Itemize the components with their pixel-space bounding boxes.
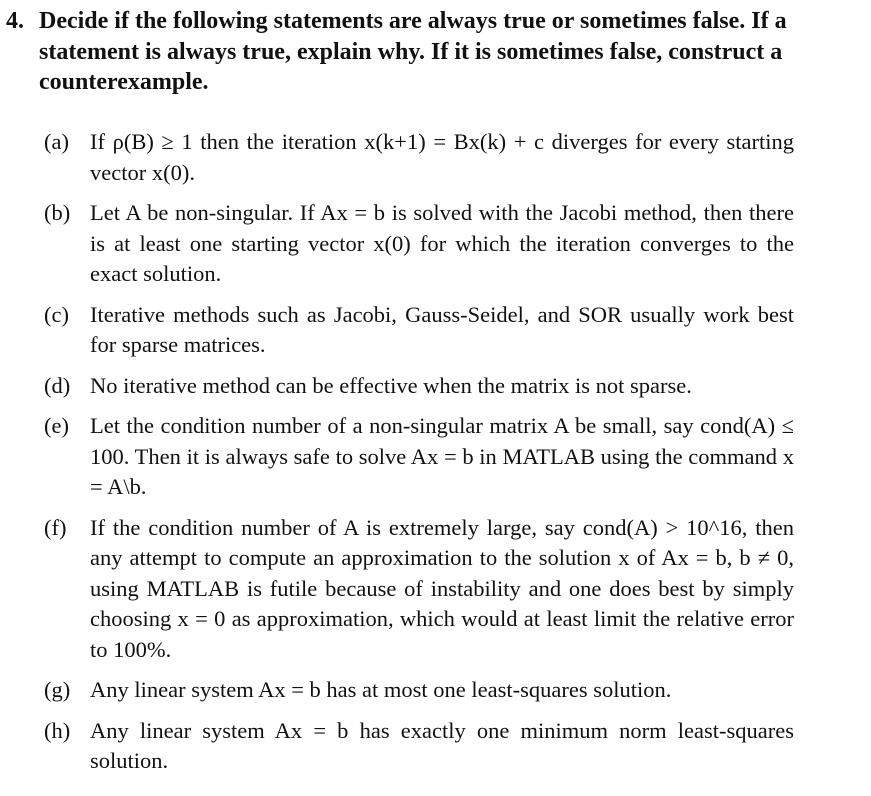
problem-number: 4. bbox=[6, 8, 24, 34]
list-item bbox=[44, 513, 794, 666]
list-item bbox=[44, 411, 794, 503]
item-text: Any linear system Ax = b has exactly one minimum norm least-squares solution. bbox=[90, 717, 794, 773]
item-label: (c) bbox=[44, 301, 69, 327]
list-item bbox=[44, 127, 794, 188]
list-item bbox=[44, 300, 794, 361]
problem-statement bbox=[6, 6, 806, 98]
list-item bbox=[44, 371, 794, 402]
item-label: (b) bbox=[44, 200, 71, 225]
statement-list bbox=[44, 127, 794, 787]
item-text: Iterative methods such as Jacobi, Gauss-Seidel, and SOR usually work best for sparse matrices. bbox=[90, 301, 794, 357]
item-label: (a) bbox=[44, 129, 69, 154]
list-item bbox=[44, 675, 794, 706]
item-text: No iterative method can be effective when the matrix is not sparse. bbox=[90, 372, 692, 398]
item-text: Let the condition number of a non-singular matrix A be small, say cond(A) ≤ 100. Then it is always safe to solve Ax = b in MATLAB using the command x = A\b. bbox=[90, 413, 794, 499]
list-item bbox=[44, 716, 794, 777]
item-text: Let A be non-singular. If Ax = b is solved with the Jacobi method, then there is at least one starting vector x(0) for which the iteration converges to the exact solution. bbox=[90, 200, 794, 286]
list-item bbox=[44, 198, 794, 290]
item-text: If the condition number of A is extremely large, say cond(A) > 10^16, then any attempt to compute an approximation to the solution x of Ax = b, b ≠ 0, using MATLAB is futile because of instability and one does best by simply choosing x = 0 as approximation, which would at least limit the relative error to 100%. bbox=[90, 514, 794, 662]
item-text: If ρ(B) ≥ 1 then the iteration x(k+1) = Bx(k) + c diverges for every starting vector x(0). bbox=[90, 129, 794, 185]
item-text: Any linear system Ax = b has at most one least-squares solution. bbox=[90, 677, 672, 702]
problem-text: Decide if the following statements are always true or sometimes false. If a statement is always true, explain why. If it is sometimes false, construct a counterexample. bbox=[39, 8, 787, 95]
item-label: (e) bbox=[44, 413, 69, 438]
item-label: (f) bbox=[44, 514, 67, 540]
item-label: (d) bbox=[44, 372, 71, 398]
item-label: (g) bbox=[44, 677, 71, 702]
item-label: (h) bbox=[44, 717, 71, 743]
